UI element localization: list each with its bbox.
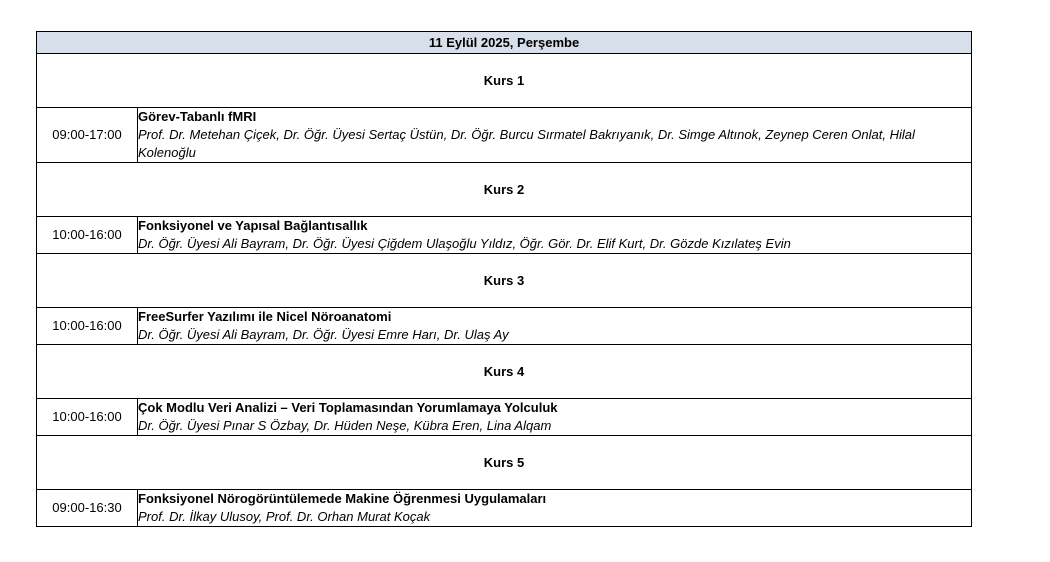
group-header-row — [37, 254, 972, 308]
date-header-row — [37, 32, 972, 54]
group-header-row — [37, 54, 972, 108]
course-title: Fonksiyonel ve Yapısal Bağlantısallık — [138, 218, 368, 233]
course-instructors: Dr. Öğr. Üyesi Ali Bayram, Dr. Öğr. Üyesi Emre Harı, Dr. Ulaş Ay — [138, 327, 509, 342]
table-row — [37, 217, 972, 254]
course-time: 10:00-16:00 — [37, 308, 138, 345]
table-row — [37, 108, 972, 163]
group-label-kurs-2: Kurs 2 — [37, 163, 972, 217]
group-label-kurs-3: Kurs 3 — [37, 254, 972, 308]
course-instructors: Dr. Öğr. Üyesi Ali Bayram, Dr. Öğr. Üyesi Çiğdem Ulaşoğlu Yıldız, Öğr. Gör. Dr. Elif Kurt, Dr. Gözde Kızılateş Evin — [138, 236, 791, 251]
course-details-cell — [138, 490, 972, 527]
group-label-kurs-1: Kurs 1 — [37, 54, 972, 108]
course-details-cell — [138, 217, 972, 254]
course-instructors: Dr. Öğr. Üyesi Pınar S Özbay, Dr. Hüden Neşe, Kübra Eren, Lina Alqam — [138, 418, 552, 433]
group-header-row — [37, 345, 972, 399]
table-row — [37, 399, 972, 436]
table-row — [37, 490, 972, 527]
course-time: 10:00-16:00 — [37, 217, 138, 254]
course-schedule-table — [36, 31, 972, 527]
course-time: 09:00-17:00 — [37, 108, 138, 163]
group-header-row — [37, 436, 972, 490]
table-row — [37, 308, 972, 345]
course-details-cell — [138, 308, 972, 345]
date-header: 11 Eylül 2025, Perşembe — [37, 32, 972, 54]
course-time: 10:00-16:00 — [37, 399, 138, 436]
course-time: 09:00-16:30 — [37, 490, 138, 527]
group-label-kurs-4: Kurs 4 — [37, 345, 972, 399]
course-title: Fonksiyonel Nörogörüntülemede Makine Öğrenmesi Uygulamaları — [138, 491, 547, 506]
group-label-kurs-5: Kurs 5 — [37, 436, 972, 490]
course-instructors: Prof. Dr. İlkay Ulusoy, Prof. Dr. Orhan Murat Koçak — [138, 509, 431, 524]
course-title: Görev-Tabanlı fMRI — [138, 109, 257, 124]
course-instructors: Prof. Dr. Metehan Çiçek, Dr. Öğr. Üyesi Sertaç Üstün, Dr. Öğr. Burcu Sırmatel Bakrıyanık, Dr. Simge Altınok, Zeynep Ceren Onlat, Hilal Kolenoğlu — [138, 127, 915, 160]
course-title: Çok Modlu Veri Analizi – Veri Toplamasından Yorumlamaya Yolculuk — [138, 400, 558, 415]
group-header-row — [37, 163, 972, 217]
course-details-cell — [138, 399, 972, 436]
course-title: FreeSurfer Yazılımı ile Nicel Nöroanatomi — [138, 309, 392, 324]
course-details-cell — [138, 108, 972, 163]
